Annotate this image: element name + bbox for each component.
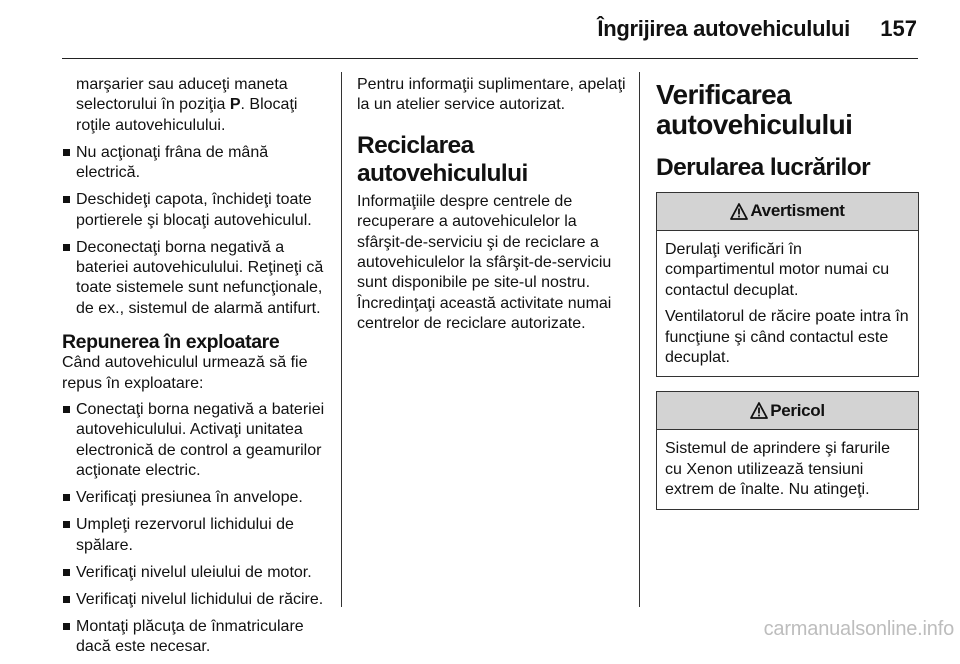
list-item: Umpleţi rezervorul lichidului de spălare. — [62, 515, 334, 556]
paragraph: Ventilatorul de răcire poate intra în funcţiune şi când contactul este decuplat. — [665, 308, 909, 367]
paragraph: Derulaţi verificări în compartimentul motor numai cu contactul decuplat. — [665, 241, 890, 299]
warning-triangle-icon — [730, 203, 748, 220]
column-divider — [639, 72, 640, 607]
page-number: 157 — [880, 16, 917, 41]
warning-box-title: Avertisment — [750, 201, 845, 221]
danger-box-title: Pericol — [770, 400, 825, 420]
sub-heading: Derularea lucrărilor — [656, 154, 871, 181]
warning-box — [656, 192, 919, 377]
list-item: Verificaţi presiunea în anvelope. — [62, 488, 334, 508]
bullet-list — [62, 400, 334, 657]
header-rule — [62, 58, 918, 59]
danger-box-body — [657, 430, 918, 508]
continued-paragraph: marşarier sau aduceţi maneta selectorului în poziţia P. Blocaţi roţile autovehiculului. — [76, 76, 298, 134]
list-item: Verificaţi nivelul lichidului de răcire. — [62, 590, 334, 610]
paragraph: Pentru informaţii suplimentare, apelaţi la un atelier service autorizat. — [357, 76, 626, 114]
paragraph: Când autovehiculul urmează să fie repus în exploatare: — [62, 354, 308, 392]
column-right — [656, 80, 919, 524]
bullet-list — [62, 143, 334, 319]
column-middle — [357, 75, 627, 335]
column-left — [62, 75, 334, 664]
paragraph: Sistemul de aprindere şi farurile cu Xenon utilizează tensiuni extrem de înalte. Nu atingeţi. — [665, 440, 890, 499]
chapter-title: Îngrijirea autovehiculului — [597, 16, 850, 41]
list-item: Verificaţi nivelul uleiului de motor. — [62, 563, 334, 583]
section-heading: Repunerea în exploatare — [62, 331, 280, 354]
list-item: Nu acţionaţi frâna de mână electrică. — [62, 143, 334, 184]
warning-box-body — [657, 231, 918, 376]
paragraph: Informaţiile despre centrele de recuperare a autovehiculelor la sfârşit-de-serviciu şi de reciclare a autovehiculelor la sfârşit-de-serviciu sunt disponibile pe site-ul nostru. Încredinţaţi această activitate numai centrelor de reciclare autorizate. — [357, 192, 612, 333]
gear-position-p: P — [229, 96, 241, 114]
page-header — [0, 0, 960, 62]
section-heading: Reciclarea autovehiculului — [357, 131, 528, 187]
list-item: Deconectaţi borna negativă a bateriei autovehiculului. Reţineţi că toate sistemele sunt nefuncţionale, de ex., sistemul de alarmă antifurt. — [62, 238, 334, 320]
list-item: Deschideţi capota, închideţi toate portierele şi blocaţi autovehiculul. — [62, 190, 334, 231]
list-item: Conectaţi borna negativă a bateriei autovehiculului. Activaţi unitatea electronică de control a geamurilor acţionate electric. — [62, 400, 334, 482]
danger-box — [656, 391, 919, 509]
warning-box-header — [657, 193, 918, 231]
warning-triangle-icon — [750, 402, 768, 419]
danger-box-header — [657, 392, 918, 430]
list-item: Montaţi plăcuţa de înmatriculare dacă este necesar. — [62, 617, 334, 658]
column-divider — [341, 72, 342, 607]
main-heading: Verificarea autovehiculului — [656, 79, 853, 140]
watermark: carmanualsonline.info — [763, 618, 954, 640]
